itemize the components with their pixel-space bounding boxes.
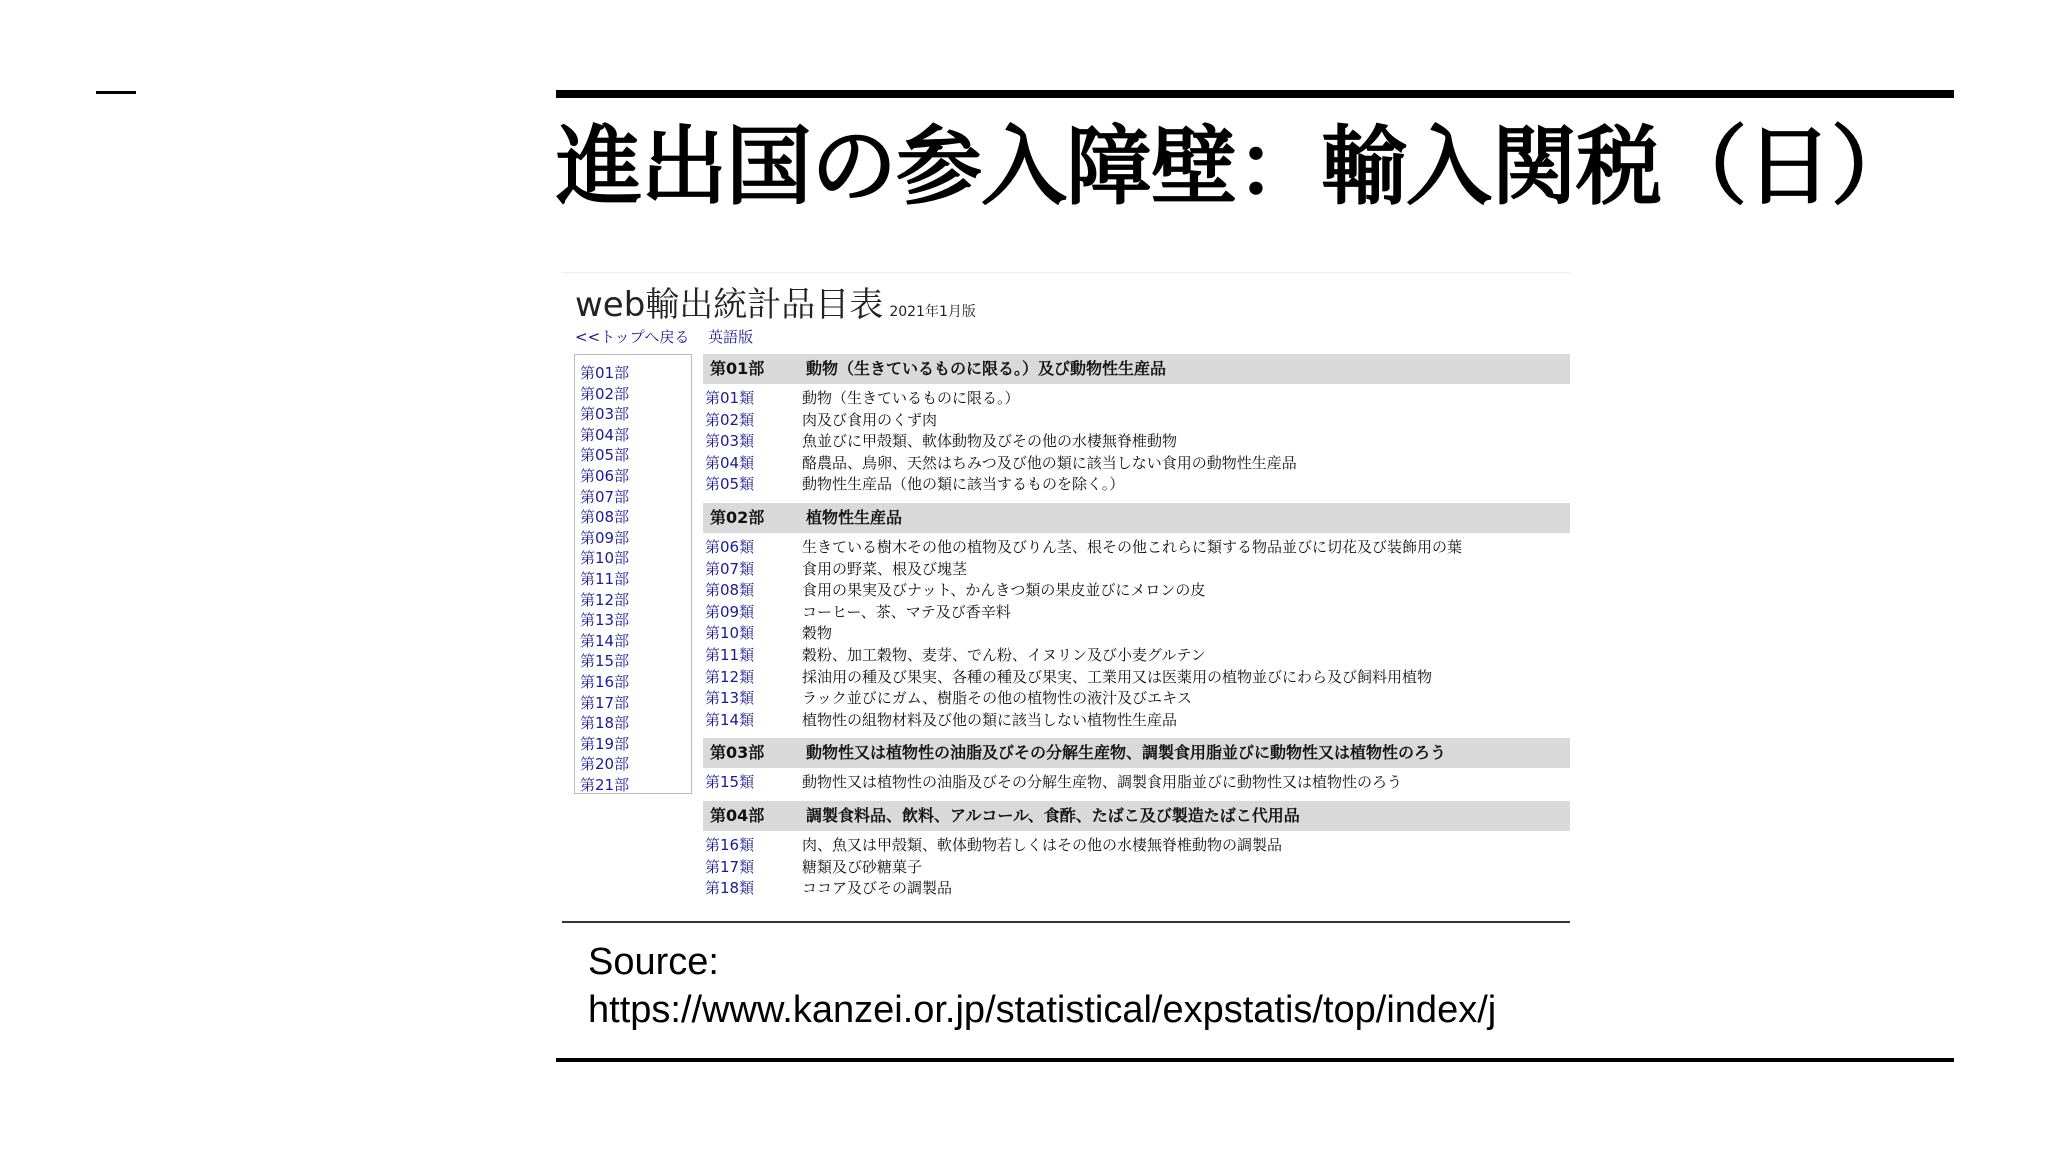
- sidebar-section-link[interactable]: 第08部: [580, 508, 630, 527]
- chapter-description: ココア及びその調製品: [802, 879, 953, 898]
- chapter-row: [703, 474, 1570, 496]
- chapter-code-link[interactable]: 第17類: [705, 857, 755, 876]
- chapter-row: [703, 431, 1570, 453]
- chapter-row: [703, 688, 1570, 710]
- chapter-code-link[interactable]: 第15類: [705, 773, 755, 792]
- chapter-code-link[interactable]: 第05類: [705, 475, 755, 494]
- section-header: [703, 801, 1570, 831]
- slide-dash-mark: [96, 91, 136, 94]
- sidebar-section-link[interactable]: 第06部: [580, 466, 630, 485]
- chapter-code-link[interactable]: 第13類: [705, 689, 755, 708]
- chapter-description: 食用の果実及びナット、かんきつ類の果皮並びにメロンの皮: [802, 581, 1206, 600]
- sidebar-section-link[interactable]: 第19部: [580, 734, 630, 753]
- section-name: 動物（生きているものに限る。）及び動物性生産品: [806, 359, 1167, 378]
- chapter-row: [703, 667, 1570, 689]
- chapter-description: 動物（生きているものに限る。）: [802, 389, 1020, 407]
- chapter-row: [703, 410, 1570, 432]
- section-name: 植物性生産品: [806, 507, 903, 527]
- slide-title: 進出国の参入障壁：輸入関税（日）: [556, 117, 1916, 217]
- chapter-code-link[interactable]: 第18類: [705, 879, 755, 898]
- section-list: [703, 354, 1570, 907]
- section-block: [703, 801, 1570, 907]
- sidebar-section-link[interactable]: 第03部: [580, 405, 630, 424]
- chapter-code-link[interactable]: 第08類: [705, 581, 755, 600]
- section-number: 第04部: [710, 805, 765, 825]
- chapter-code-link[interactable]: 第02類: [705, 410, 755, 429]
- english-version-link[interactable]: 英語版: [708, 328, 754, 346]
- source-note: [588, 938, 1568, 1034]
- chapter-list: [703, 831, 1570, 907]
- chapter-description: 肉、魚又は甲殻類、軟体動物若しくはその他の水棲無脊椎動物の調製品: [802, 835, 1283, 854]
- chapter-code-link[interactable]: 第04類: [705, 453, 755, 472]
- chapter-description: 糖類及び砂糖菓子: [802, 857, 923, 876]
- sidebar-section-link[interactable]: 第07部: [580, 487, 630, 506]
- chapter-code-link[interactable]: 第14類: [705, 710, 755, 729]
- sidebar-section-link[interactable]: 第02部: [580, 384, 630, 403]
- section-number: 第01部: [710, 359, 765, 378]
- chapter-code-link[interactable]: 第01類: [705, 389, 755, 407]
- chapter-description: コーヒー、茶、マテ及び香辛料: [802, 602, 1011, 621]
- chapter-description: 穀物: [802, 624, 833, 643]
- sidebar-section-link[interactable]: 第15部: [580, 652, 630, 671]
- chapter-code-link[interactable]: 第16類: [705, 835, 755, 854]
- chapter-row: [703, 710, 1570, 732]
- chapter-code-link[interactable]: 第11類: [705, 645, 755, 664]
- chapter-row: [703, 878, 1570, 900]
- sidebar-section-link[interactable]: 第04部: [580, 425, 630, 444]
- chapter-row: [703, 835, 1570, 857]
- section-block: [703, 354, 1570, 503]
- chapter-row: [703, 388, 1570, 410]
- section-index-sidebar: [574, 354, 692, 794]
- section-name: 調製食料品、飲料、アルコール、食酢、たばこ及び製造たばこ代用品: [806, 805, 1300, 825]
- screenshot-top-links: [575, 327, 767, 347]
- section-name: 動物性又は植物性の油脂及びその分解生産物、調製食用脂並びに動物性又は植物性のろう: [806, 743, 1447, 763]
- screenshot-title-text: web輸出統計品目表: [575, 285, 884, 325]
- sidebar-section-link[interactable]: 第10部: [580, 549, 630, 568]
- section-block: [703, 503, 1570, 738]
- chapter-row: [703, 645, 1570, 667]
- chapter-description: 肉及び食用のくず肉: [802, 410, 938, 429]
- chapter-row: [703, 559, 1570, 581]
- sidebar-section-link[interactable]: 第17部: [580, 693, 630, 712]
- section-number: 第03部: [710, 743, 765, 763]
- chapter-code-link[interactable]: 第06類: [705, 537, 755, 556]
- sidebar-section-link[interactable]: 第11部: [580, 569, 630, 588]
- chapter-description: 生きている樹木その他の植物及びりん茎、根その他これらに類する物品並びに切花及び装飾用の葉: [802, 537, 1463, 556]
- chapter-row: [703, 580, 1570, 602]
- bottom-rule: [556, 1058, 1954, 1062]
- sidebar-section-link[interactable]: 第01部: [580, 364, 630, 382]
- source-label: Source:: [588, 941, 719, 983]
- section-number: 第02部: [710, 507, 765, 527]
- chapter-description: ラック並びにガム、樹脂その他の植物性の液汁及びエキス: [802, 689, 1192, 708]
- tariff-table-screenshot: [562, 272, 1570, 923]
- section-header: [703, 738, 1570, 768]
- sidebar-section-link[interactable]: 第18部: [580, 714, 630, 733]
- back-to-top-link[interactable]: <<トップへ戻る: [575, 328, 690, 346]
- chapter-row: [703, 857, 1570, 879]
- chapter-code-link[interactable]: 第03類: [705, 432, 755, 451]
- chapter-list: [703, 533, 1570, 738]
- chapter-description: 魚並びに甲殻類、軟体動物及びその他の水棲無脊椎動物: [802, 432, 1178, 451]
- sidebar-section-link[interactable]: 第05部: [580, 446, 630, 465]
- chapter-list: [703, 768, 1570, 801]
- section-header: [703, 503, 1570, 533]
- chapter-description: 植物性の組物材料及び他の類に該当しない植物性生産品: [802, 710, 1178, 729]
- sidebar-section-link[interactable]: 第09部: [580, 528, 630, 547]
- chapter-description: 穀粉、加工穀物、麦芽、でん粉、イヌリン及び小麦グルテン: [802, 645, 1206, 664]
- sidebar-section-link[interactable]: 第14部: [580, 631, 630, 650]
- title-top-rule: [556, 90, 1954, 98]
- chapter-row: [703, 453, 1570, 475]
- section-header: [703, 354, 1570, 384]
- chapter-row: [703, 623, 1570, 645]
- sidebar-section-link[interactable]: 第20部: [580, 755, 630, 774]
- chapter-code-link[interactable]: 第10類: [705, 624, 755, 643]
- chapter-description: 動物性又は植物性の油脂及びその分解生産物、調製食用脂並びに動物性又は植物性のろう: [802, 773, 1403, 792]
- chapter-description: 採油用の種及び果実、各種の種及び果実、工業用又は医薬用の植物並びにわら及び飼料用植物: [802, 667, 1433, 686]
- sidebar-section-link[interactable]: 第12部: [580, 590, 630, 609]
- chapter-row: [703, 537, 1570, 559]
- chapter-description: 動物性生産品（他の類に該当するものを除く。）: [802, 475, 1125, 494]
- chapter-row: [703, 602, 1570, 624]
- source-url: https://www.kanzei.or.jp/statistical/expstatis/top/index/j: [588, 989, 1497, 1031]
- chapter-code-link[interactable]: 第09類: [705, 602, 755, 621]
- chapter-code-link[interactable]: 第12類: [705, 667, 755, 686]
- chapter-list: [703, 384, 1570, 503]
- sidebar-section-link[interactable]: 第16部: [580, 672, 630, 691]
- chapter-row: [703, 772, 1570, 794]
- chapter-description: 食用の野菜、根及び塊茎: [802, 559, 968, 578]
- screenshot-edition: 2021年1月版: [889, 304, 976, 320]
- chapter-code-link[interactable]: 第07類: [705, 559, 755, 578]
- sidebar-section-link[interactable]: 第21部: [580, 775, 630, 794]
- chapter-description: 酪農品、鳥卵、天然はちみつ及び他の類に該当しない食用の動物性生産品: [802, 453, 1297, 472]
- section-block: [703, 738, 1570, 801]
- sidebar-section-link[interactable]: 第13部: [580, 611, 630, 630]
